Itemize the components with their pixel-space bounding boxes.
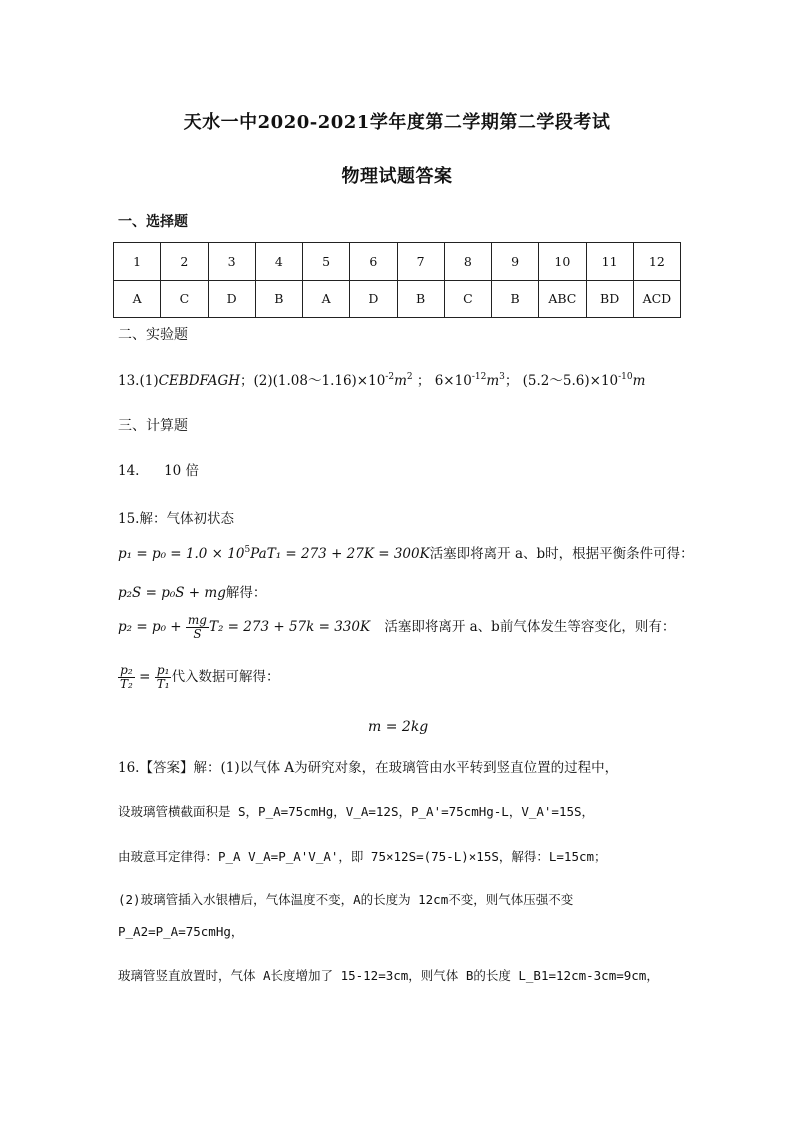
q15-line4-text: 代入数据可解得： bbox=[171, 669, 280, 686]
q16-line5: P_A2=P_A=75cmHg， bbox=[118, 924, 244, 939]
answer-table-number-row bbox=[114, 243, 681, 281]
q15-line3-math2: T₂ = 273 + 57k = 330K bbox=[208, 619, 371, 636]
fraction-denominator: S bbox=[193, 627, 202, 642]
q13-unit1-exp: 2 bbox=[406, 372, 413, 382]
q13-answer bbox=[118, 369, 645, 389]
q15-line3-lhs: p₂ = p₀ + bbox=[118, 619, 182, 636]
q14-number: 14. bbox=[118, 463, 140, 479]
q13-sep1: ；(2) bbox=[240, 373, 273, 389]
table-cell: D bbox=[208, 280, 255, 318]
q15-line2-text: 解得： bbox=[225, 585, 267, 601]
table-cell: B bbox=[397, 280, 444, 318]
q13-exp3: -10 bbox=[618, 372, 633, 382]
table-cell: A bbox=[114, 280, 161, 318]
table-cell: BD bbox=[586, 280, 633, 318]
q13-range1: (1.08～1.16)×10 bbox=[272, 373, 386, 389]
table-cell: ABC bbox=[539, 280, 586, 318]
q13-range3: (5.2～5.6)×10 bbox=[522, 373, 619, 389]
q13-val2: 6×10 bbox=[434, 373, 472, 389]
table-cell: ACD bbox=[633, 280, 680, 318]
table-cell: 10 bbox=[539, 243, 586, 281]
table-cell: C bbox=[161, 280, 208, 318]
q15-line1-math: p₁ = p₀ = 1.0 × 10 bbox=[118, 546, 245, 562]
table-cell: 4 bbox=[255, 243, 302, 281]
table-cell: 8 bbox=[444, 243, 491, 281]
section-heading-choice: 一、选择题 bbox=[118, 214, 188, 230]
q15-line3-text: 活塞即将离开 a、b前气体发生等容变化，则有： bbox=[384, 619, 676, 636]
q15-line1-math2: PaT₁ = 273 + 27K = 300K bbox=[250, 546, 430, 562]
q13-unit2: m bbox=[486, 373, 500, 389]
table-cell: 7 bbox=[397, 243, 444, 281]
q16-line4: (2)玻璃管插入水银槽后，气体温度不变，A的长度为 12cm不变，则气体压强不变 bbox=[118, 892, 574, 907]
fraction-denominator: T₁ bbox=[156, 677, 170, 692]
q13-sep3: ； bbox=[504, 373, 519, 389]
table-cell: 9 bbox=[492, 243, 539, 281]
q13-unit1: m bbox=[394, 373, 407, 389]
q15-line4 bbox=[118, 664, 280, 691]
q15-line1 bbox=[118, 542, 694, 562]
q15-line4-fraction-right bbox=[155, 664, 172, 691]
page-title: 天水一中2020-2021学年度第二学期第二学段考试 bbox=[183, 112, 611, 133]
section-heading-experiment: 二、实验题 bbox=[118, 327, 188, 343]
q15-line4-equals: = bbox=[139, 669, 151, 686]
q15-line1-exp: 5 bbox=[244, 545, 251, 555]
q16-line6: 玻璃管竖直放置时，气体 A长度增加了 15-12=3cm，则气体 B的长度 L_B1=12cm-3cm=9cm， bbox=[118, 968, 659, 983]
table-cell: 5 bbox=[303, 243, 350, 281]
table-cell: 6 bbox=[350, 243, 397, 281]
q15-line2 bbox=[118, 581, 266, 601]
q13-exp2: -12 bbox=[471, 372, 487, 382]
table-cell: 2 bbox=[161, 243, 208, 281]
q13-order: CEBDFAGH bbox=[158, 373, 241, 389]
q14-value: 10 倍 bbox=[164, 463, 200, 479]
table-cell: 12 bbox=[633, 243, 680, 281]
q15-line4-fraction-left bbox=[118, 664, 135, 691]
q15-intro: 15.解：气体初状态 bbox=[118, 511, 234, 527]
q13-unit2-exp: 3 bbox=[499, 372, 505, 382]
q13-sep2: ； bbox=[416, 373, 431, 389]
table-cell: 11 bbox=[586, 243, 633, 281]
q15-line2-math: p₂S = p₀S + mg bbox=[118, 585, 226, 601]
answer-table bbox=[113, 242, 681, 318]
table-cell: D bbox=[350, 280, 397, 318]
table-cell: B bbox=[255, 280, 302, 318]
answer-table-answer-row bbox=[114, 280, 681, 318]
table-cell: 1 bbox=[114, 243, 161, 281]
q13-prefix: 13.(1) bbox=[118, 373, 159, 389]
table-cell: B bbox=[492, 280, 539, 318]
q15-line3-fraction bbox=[186, 614, 209, 641]
q16-line2: 设玻璃管横截面积是 S，P_A=75cmHg，V_A=12S，P_A'=75cmHg-L，V_A'=15S， bbox=[118, 804, 595, 819]
section-heading-calculation: 三、计算题 bbox=[118, 418, 188, 434]
q15-line3 bbox=[118, 614, 675, 641]
q14-answer bbox=[118, 459, 199, 479]
q16-line3: 由玻意耳定律得：P_A V_A=P_A'V_A'，即 75×12S=(75-L)×15S，解得：L=15cm； bbox=[118, 849, 607, 864]
fraction-denominator: T₂ bbox=[120, 677, 133, 692]
fraction-numerator: p₂ bbox=[120, 663, 133, 677]
q13-unit3: m bbox=[632, 373, 646, 389]
q16-line1: 16.【答案】解：(1)以气体 A为研究对象，在玻璃管由水平转到竖直位置的过程中， bbox=[118, 760, 619, 776]
fraction-numerator: mg bbox=[187, 613, 207, 627]
q15-result: m = 2kg bbox=[368, 719, 429, 735]
q13-exp1: -2 bbox=[385, 372, 395, 382]
table-cell: C bbox=[444, 280, 491, 318]
table-cell: A bbox=[303, 280, 350, 318]
page-subtitle: 物理试题答案 bbox=[341, 166, 453, 187]
table-cell: 3 bbox=[208, 243, 255, 281]
q15-line1-text: 活塞即将离开 a、b时，根据平衡条件可得： bbox=[429, 546, 694, 562]
fraction-numerator: p₁ bbox=[156, 663, 170, 677]
